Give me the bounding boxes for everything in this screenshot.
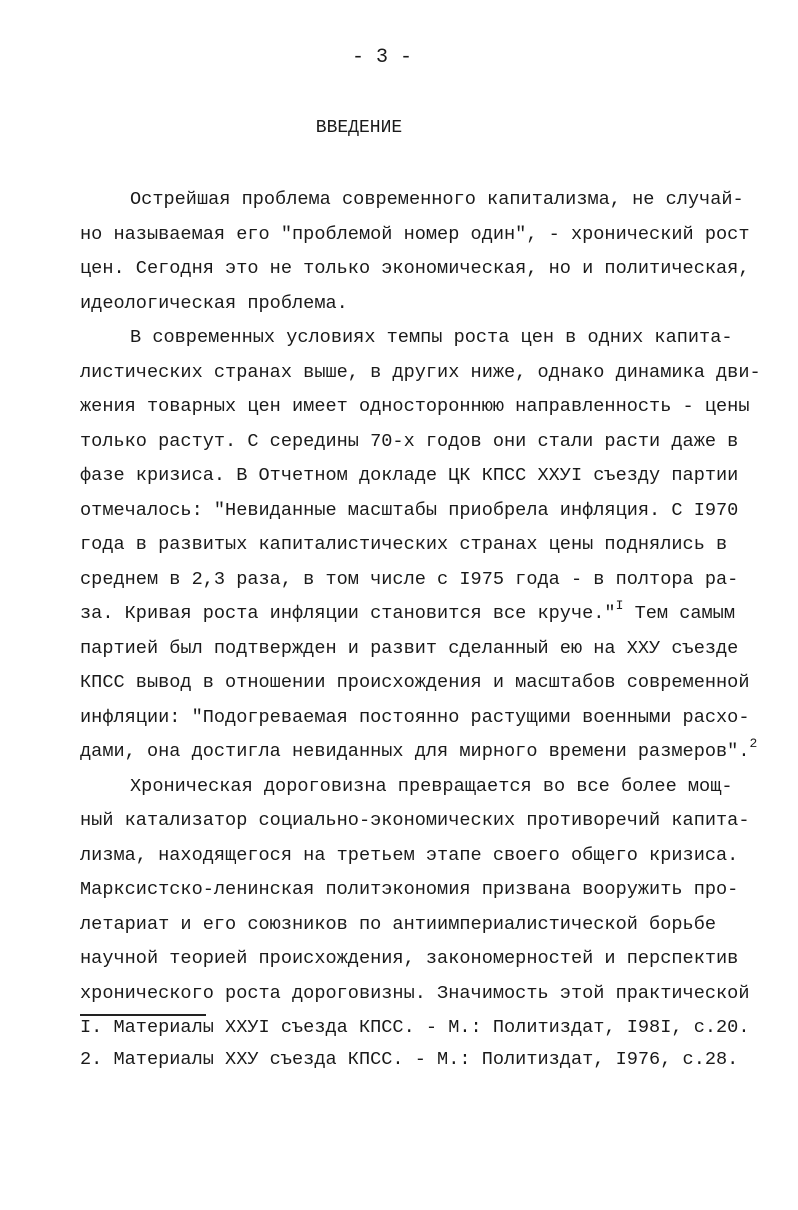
text-line (80, 223, 750, 247)
footnote-ref: 2 (749, 736, 758, 751)
text-segment: дами, она достигла невиданных для мирного времени размеров". (80, 741, 750, 762)
section-heading-text: ВВЕДЕНИЕ (315, 118, 403, 138)
text-segment: лизма, находящегося на третьем этапе своего общего кризиса. (80, 844, 739, 866)
text-line (130, 326, 733, 350)
text-line (80, 736, 758, 764)
text-line (80, 598, 735, 626)
text-line (80, 671, 750, 695)
text-line (80, 430, 739, 454)
text-segment: листических странах выше, в других ниже, однако динамика дви- (80, 361, 761, 383)
text-segment: летариат и его союзников по антиимпериалистической борьбе (80, 913, 717, 935)
text-segment: идеологическая проблема. (80, 292, 348, 314)
text-segment: среднем в 2,3 раза, в том числе с I975 года - в полтора ра- (80, 568, 739, 590)
text-segment: но называемая его "проблемой номер один", - хронический рост (80, 223, 750, 245)
text-line (80, 499, 739, 523)
footnote-1: I. Материалы ХХУI съезда КПСС. - М.: Политиздат, I98I, с.20. (80, 1017, 750, 1038)
text-line (130, 775, 733, 799)
text-line (80, 637, 739, 661)
text-line (80, 913, 717, 937)
text-segment: хронического роста дороговизны. Значимость этой практической (80, 982, 750, 1004)
text-segment: научной теорией происхождения, закономерностей и перспектив (80, 948, 739, 969)
text-segment: партией был подтвержден и развит сделанный ею на ХХУ съезде (80, 637, 739, 659)
text-line (80, 395, 750, 419)
text-segment: только растут. С середины 70-х годов они стали расти даже в (80, 430, 739, 452)
page-number (0, 46, 798, 69)
text-line (130, 188, 744, 212)
text-segment: Марксистско-ленинская политэкономия призвана вооружить про- (80, 879, 739, 900)
text-line (80, 568, 739, 592)
text-line (80, 533, 728, 557)
text-segment: инфляции: "Подогреваемая постоянно растущими военными расхо- (80, 706, 750, 728)
text-segment: В современных условиях темпы роста цен в одних капита- (130, 327, 733, 348)
text-line (80, 982, 750, 1006)
text-line (80, 706, 750, 730)
text-line (80, 257, 750, 281)
text-segment: за. Кривая роста инфляции становится все круче." (80, 603, 616, 624)
text-line (80, 809, 750, 833)
text-segment: фазе кризиса. В Отчетном докладе ЦК КПСС ХХУI съезду партии (80, 465, 739, 486)
footnote-ref: I (615, 598, 624, 613)
text-line (80, 464, 739, 488)
text-line (80, 844, 739, 868)
text-segment: цен. Сегодня это не только экономическая, но и политическая, (80, 258, 750, 279)
text-segment: Хроническая дороговизна превращается во все более мощ- (130, 775, 733, 797)
footnote-2: 2. Материалы ХХУ съезда КПСС. - М.: Политиздат, I976, с.28. (80, 1049, 739, 1070)
text-line (80, 878, 739, 902)
text-segment: ный катализатор социально-экономических противоречий капита- (80, 810, 750, 831)
text-line (80, 292, 708, 316)
text-segment: Тем самым (623, 603, 735, 624)
section-heading (0, 118, 798, 138)
text-line (80, 947, 739, 971)
text-segment: Острейшая проблема современного капитализма, не случай- (130, 189, 744, 210)
text-segment: отмечалось: "Невиданные масштабы приобрела инфляция. С I970 (80, 499, 739, 521)
text-line (80, 361, 761, 385)
text-segment: жения товарных цен имеет одностороннюю направленность - цены (80, 396, 750, 417)
text-segment: года в развитых капиталистических странах цены поднялись в (80, 534, 728, 555)
page-number-text: - 3 - (351, 46, 412, 69)
text-segment: КПСС вывод в отношении происхождения и масштабов современной (80, 672, 750, 693)
